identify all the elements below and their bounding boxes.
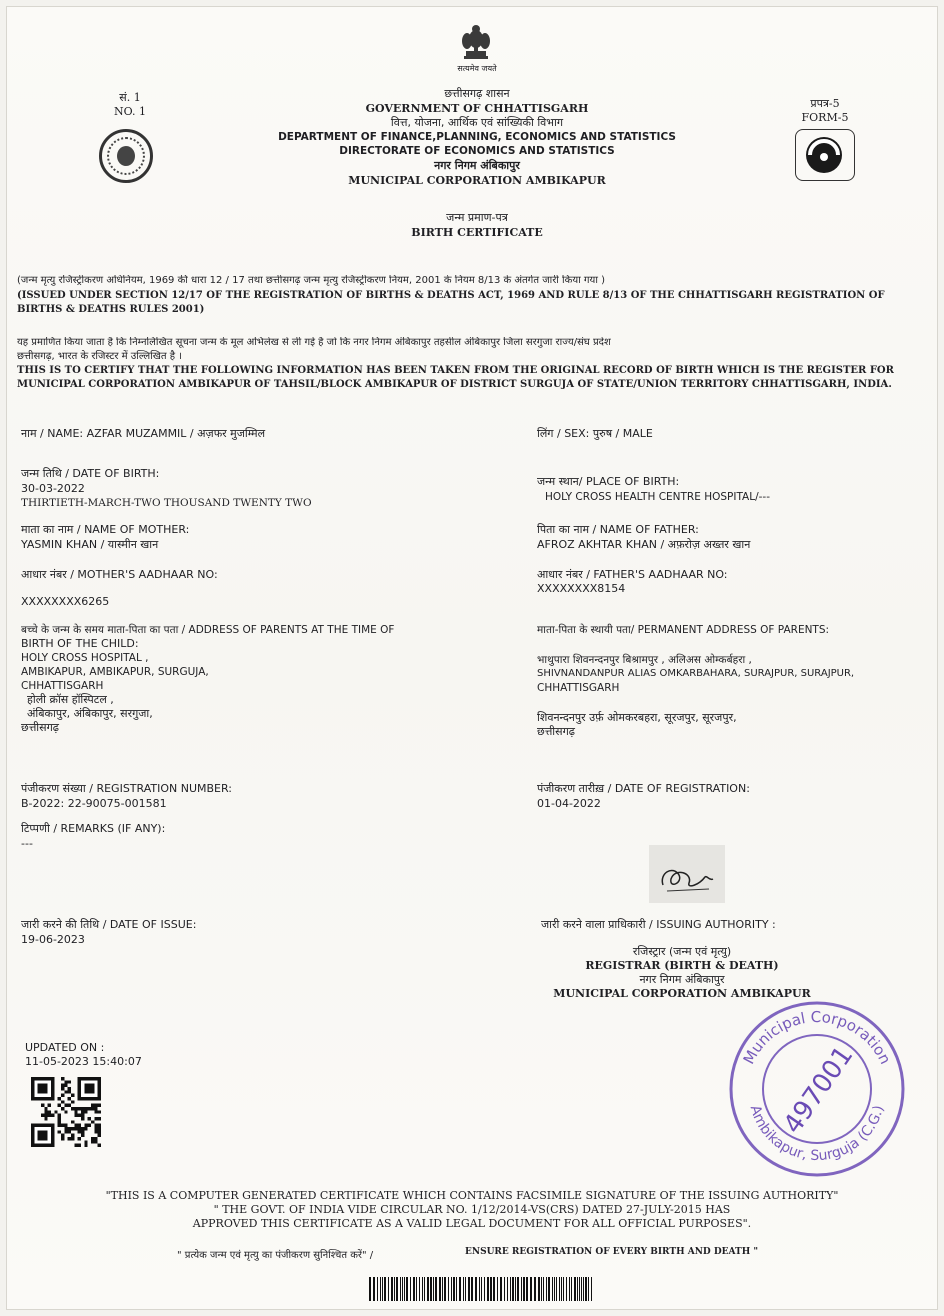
stamp-number: 497001 [777, 1040, 860, 1140]
birth-certificate-page [6, 6, 938, 1310]
registrar-title: REGISTRAR (BIRTH & DEATH) [585, 959, 779, 972]
ensure-registration: ENSURE REGISTRATION OF EVERY BIRTH AND DEATH " [465, 1247, 759, 1257]
registration-number-label: पंजीकरण संख्या / REGISTRATION NUMBER: [21, 782, 233, 795]
directorate-name: DIRECTORATE OF ECONOMICS AND STATISTICS [339, 145, 615, 157]
corporation-stamp [719, 997, 915, 1181]
permanent-address-line1: SHIVNANDANPUR ALIAS OMKARBAHARA, SURAJPUR, SURAJPUR, [537, 668, 855, 679]
footer-line1: "THIS IS A COMPUTER GENERATED CERTIFICATE WHICH CONTAINS FACSIMILE SIGNATURE OF THE ISSUING AUTHORITY" [105, 1189, 839, 1202]
father-label: पिता का नाम / NAME OF FATHER: [537, 523, 699, 536]
permanent-address-hindi-1: भाथुपारा शिवनन्दनपुर बिश्रामपुर , अलिअस ओम्कर्बहरा , [537, 654, 752, 666]
certify-line2: MUNICIPAL CORPORATION AMBIKAPUR OF TAHSIL/BLOCK AMBIKAPUR OF DISTRICT SURGUJA OF STATE/UNION TERRITORY CHHATTISGARH, INDIA. [17, 379, 892, 390]
registration-date-value: 01-04-2022 [537, 797, 601, 810]
corporation-hindi: नगर निगम अंबिकापुर [434, 159, 520, 172]
serial-no-hindi: सं. 1 [119, 91, 141, 104]
updated-on-label: UPDATED ON : [25, 1041, 105, 1054]
registration-number-value: B-2022: 22-90075-001581 [21, 797, 167, 810]
dob-value: 30-03-2022 [21, 482, 85, 495]
remarks-label: टिप्पणी / REMARKS (IF ANY): [21, 822, 166, 835]
updated-on-value: 11-05-2023 15:40:07 [25, 1055, 142, 1068]
crs-logo-icon [795, 129, 855, 181]
registrar-corporation: MUNICIPAL CORPORATION AMBIKAPUR [553, 987, 811, 1000]
issuing-authority-label: जारी करने वाला प्राधिकारी / ISSUING AUTHORITY : [541, 918, 776, 931]
issued-under-hindi: (जन्म मृत्यु रजिस्ट्रीकरण अधिनियम, 1969 की धारा 12 / 17 तथा छत्तीसगढ़ जन्म मृत्यु रजिस्ट्रीकरण नियम, 2001 के नियम 8/13 के अंतर्गत जारी किया गया ) [17, 275, 606, 286]
barcode-icon [367, 1277, 597, 1301]
address-at-birth-label: बच्चे के जन्म के समय माता-पिता का पता / ADDRESS OF PARENTS AT THE TIME OF [21, 624, 395, 636]
issue-date-label: जारी करने की तिथि / DATE OF ISSUE: [21, 918, 197, 931]
registrar-hindi: रजिस्ट्रार (जन्म एवं मृत्यु) [632, 945, 732, 958]
certificate-title: BIRTH CERTIFICATE [411, 226, 543, 239]
mother-value: YASMIN KHAN / यास्मीन खान [21, 538, 159, 551]
form-number-hindi: प्रपत्र-5 [810, 97, 840, 110]
stamp-ring-top-text: Municipal Corporation [739, 1007, 895, 1068]
mother-aadhaar-label: आधार नंबर / MOTHER'S AADHAAR NO: [21, 568, 218, 581]
issued-under-line2: BIRTHS & DEATHS RULES 2001) [17, 304, 205, 315]
registrar-corporation-hindi: नगर निगम अंबिकापुर [639, 973, 725, 986]
emblem-motto: सत्यमेव जयते [457, 64, 497, 73]
permanent-address-line2: CHHATTISGARH [537, 682, 620, 694]
ensure-registration-hindi: " प्रत्येक जन्म एवं मृत्यु का पंजीकरण सुनिश्चित करें" / [177, 1250, 374, 1261]
father-aadhaar-label: आधार नंबर / FATHER'S AADHAAR NO: [537, 568, 728, 581]
pob-label: जन्म स्थान/ PLACE OF BIRTH: [537, 475, 680, 488]
corporation-name: MUNICIPAL CORPORATION AMBIKAPUR [348, 174, 606, 187]
father-value: AFROZ AKHTAR KHAN / अफ़रोज़ अख्तर खान [537, 538, 751, 551]
mother-aadhaar-value: XXXXXXXX6265 [21, 595, 110, 608]
qr-code-icon [31, 1077, 101, 1147]
address-at-birth-hindi-2: अंबिकापुर, अंबिकापुर, सरगुजा, [27, 707, 153, 720]
mother-label: माता का नाम / NAME OF MOTHER: [21, 523, 190, 536]
issue-date-value: 19-06-2023 [21, 933, 85, 946]
govt-name: GOVERNMENT OF CHHATTISGARH [365, 102, 589, 115]
father-aadhaar-value: XXXXXXXX8154 [537, 582, 626, 595]
footer-line3: APPROVED THIS CERTIFICATE AS A VALID LEGAL DOCUMENT FOR ALL OFFICIAL PURPOSES". [192, 1217, 752, 1230]
address-at-birth-line3: CHHATTISGARH [21, 680, 104, 692]
govt-name-hindi: छत्तीसगढ़ शासन [444, 87, 510, 100]
address-at-birth-line1: HOLY CROSS HOSPITAL , [21, 652, 149, 664]
address-at-birth-label-2: BIRTH OF THE CHILD: [21, 637, 139, 650]
permanent-address-hindi-3: छत्तीसगढ़ [537, 725, 575, 738]
child-name: नाम / NAME: AZFAR MUZAMMIL / अज़फर मुजम्मिल [21, 427, 266, 440]
form-number: FORM-5 [801, 111, 849, 124]
footer-line2: " THE GOVT. OF INDIA VIDE CIRCULAR NO. 1/12/2014-VS(CRS) DATED 27-JULY-2015 HAS [213, 1203, 731, 1216]
serial-no: NO. 1 [114, 105, 146, 118]
sex: लिंग / SEX: पुरुष / MALE [537, 427, 653, 440]
address-at-birth-hindi-1: होली क्रॉस हॉस्पिटल , [27, 693, 114, 706]
signature-image [649, 845, 725, 903]
permanent-address-label: माता-पिता के स्थायी पता/ PERMANENT ADDRESS OF PARENTS: [537, 624, 830, 636]
issued-under-line1: (ISSUED UNDER SECTION 12/17 OF THE REGISTRATION OF BIRTHS & DEATHS ACT, 1969 AND RULE 8/13 OF THE CHHATTISGARH REGISTRATION OF [17, 290, 885, 301]
remarks-value: --- [21, 837, 33, 850]
pob-value: HOLY CROSS HEALTH CENTRE HOSPITAL/--- [545, 491, 770, 503]
department-hindi: वित्त, योजना, आर्थिक एवं सांख्यिकी विभाग [390, 116, 564, 129]
address-at-birth-line2: AMBIKAPUR, AMBIKAPUR, SURGUJA, [21, 666, 209, 678]
certify-hindi-line2: छत्तीसगढ़, भारत के रजिस्टर में उल्लिखित है । [17, 351, 183, 362]
stamp-ring-bottom-text: Ambikapur, Surguja (C.G.) [746, 1103, 888, 1165]
certificate-title-hindi: जन्म प्रमाण-पत्र [446, 211, 508, 224]
state-seal-icon [99, 129, 153, 183]
department-name: DEPARTMENT OF FINANCE,PLANNING, ECONOMICS AND STATISTICS [278, 131, 676, 143]
dob-label: जन्म तिथि / DATE OF BIRTH: [21, 467, 160, 480]
certify-hindi-line1: यह प्रमाणित किया जाता है कि निम्नलिखित सूचना जन्म के मूल अभिलेख से ली गई है जो कि नगर निगम अंबिकापुर तहसील अंबिकापुर जिला सरगुजा राज्य/संघ प्रदेश [17, 337, 611, 348]
dob-words: THIRTIETH-MARCH-TWO THOUSAND TWENTY TWO [21, 497, 312, 509]
certify-line1: THIS IS TO CERTIFY THAT THE FOLLOWING INFORMATION HAS BEEN TAKEN FROM THE ORIGINAL RECORD OF BIRTH WHICH IS THE REGISTER FOR [17, 365, 894, 376]
permanent-address-hindi-2: शिवनन्दनपुर उर्फ़ ओमकरबहरा, सूरजपुर, सूरजपुर, [537, 711, 737, 724]
address-at-birth-hindi-3: छत्तीसगढ़ [21, 721, 59, 734]
registration-date-label: पंजीकरण तारीख़ / DATE OF REGISTRATION: [537, 782, 750, 795]
